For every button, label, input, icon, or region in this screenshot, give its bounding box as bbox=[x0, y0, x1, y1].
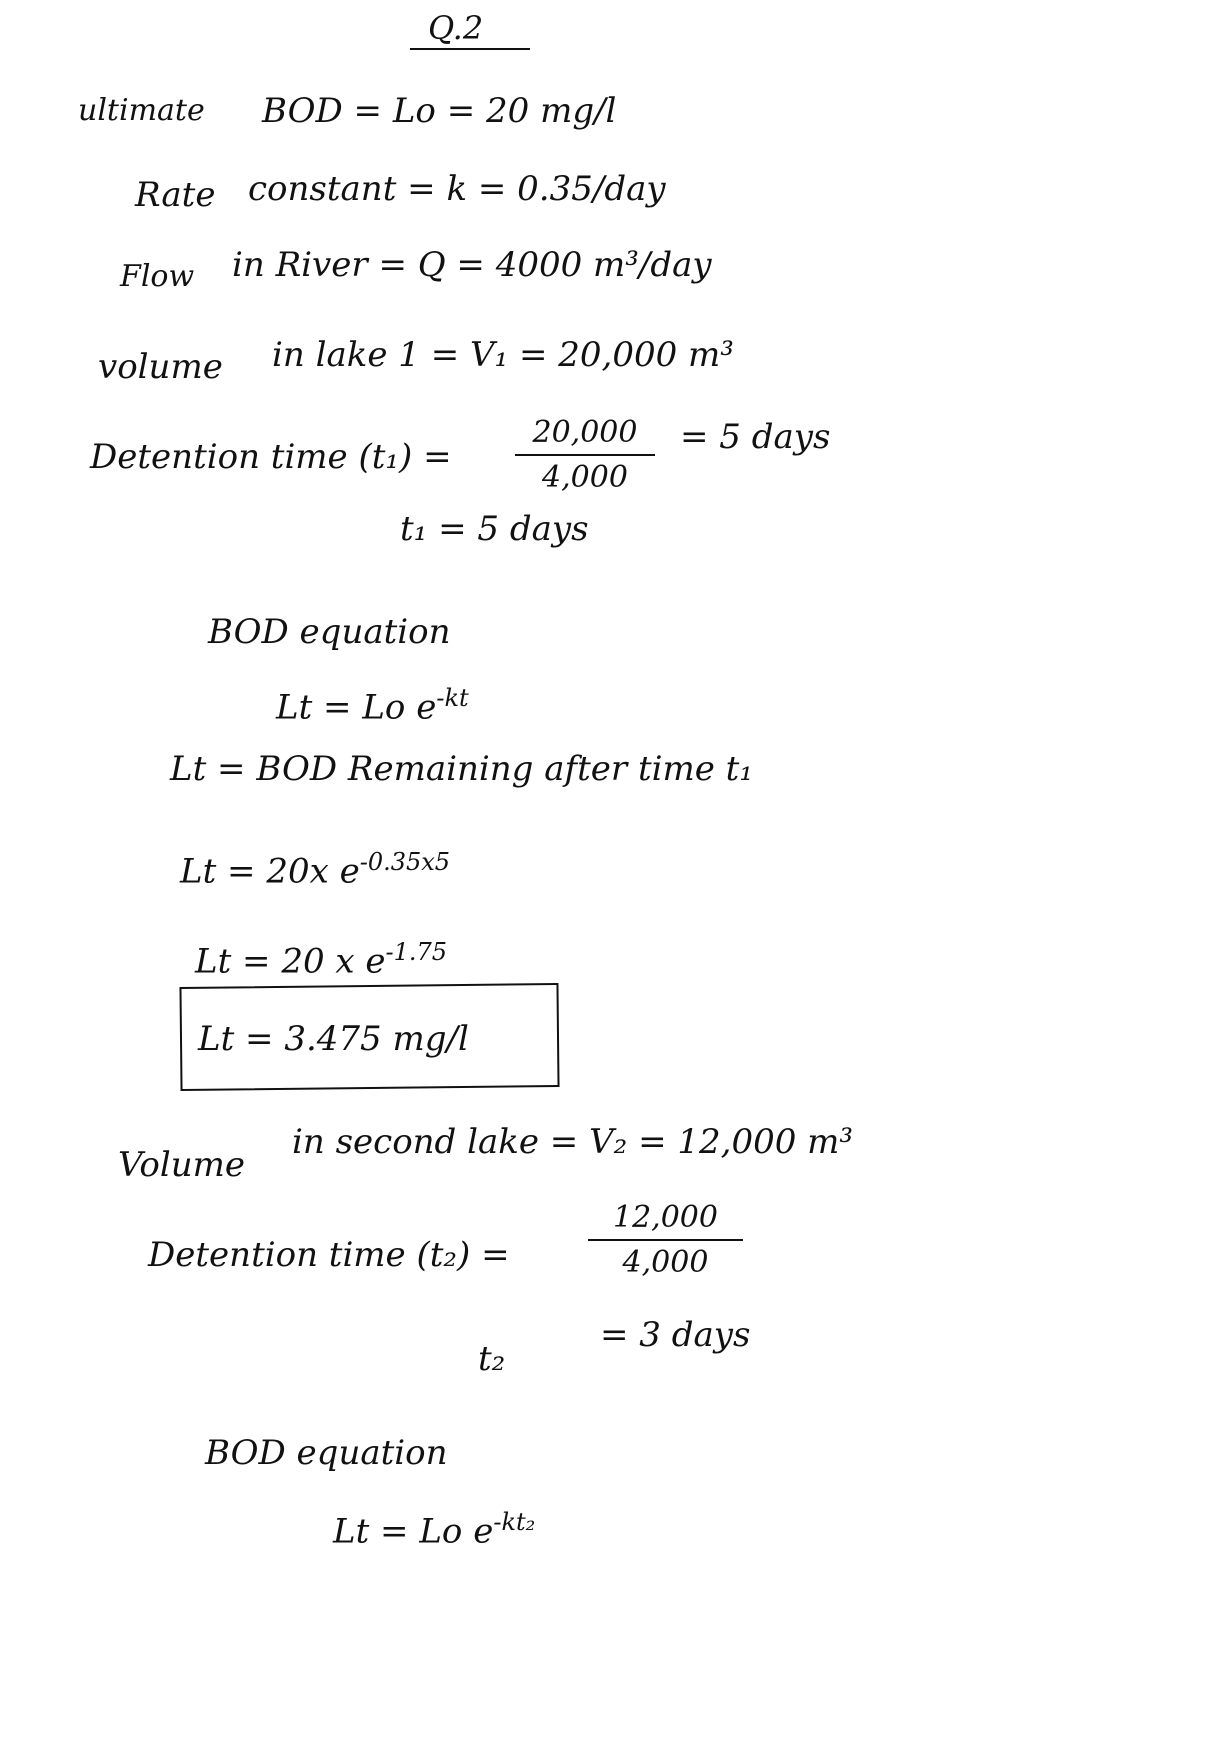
detention2-fraction bbox=[588, 1200, 743, 1280]
volume2-line: in second lake = V₂ = 12,000 m³ bbox=[292, 1122, 854, 1162]
rate-constant-line: constant = k = 0.35/day bbox=[248, 169, 666, 209]
bod-equation2-title: BOD equation bbox=[205, 1433, 448, 1473]
bod-equation1-base: Lt = Lo e bbox=[276, 687, 437, 728]
t2-symbol: t₂ bbox=[478, 1339, 506, 1379]
flow-label: Flow bbox=[120, 259, 195, 294]
heading-underline bbox=[410, 48, 530, 50]
flow-line: in River = Q = 4000 m³/day bbox=[232, 245, 712, 285]
lt-calc2-exponent: -1.75 bbox=[385, 938, 448, 966]
detention1-result: = 5 days bbox=[680, 417, 831, 457]
t1-line: t₁ = 5 days bbox=[400, 509, 589, 549]
volume2-label: Volume bbox=[118, 1145, 246, 1185]
detention1-numerator: 20,000 bbox=[532, 415, 638, 450]
volume1-line: in lake 1 = V₁ = 20,000 m³ bbox=[272, 335, 734, 375]
lt-calc1 bbox=[180, 848, 451, 892]
bod-equation2-base: Lt = Lo e bbox=[333, 1511, 494, 1552]
bod-equation1 bbox=[276, 684, 469, 728]
detention2-numerator: 12,000 bbox=[613, 1200, 718, 1235]
lt-calc1-exponent: -0.35x5 bbox=[359, 848, 451, 876]
question-heading: Q.2 bbox=[428, 9, 484, 47]
detention2-denominator: 4,000 bbox=[588, 1239, 743, 1280]
detention2-label: Detention time (t₂) = bbox=[148, 1235, 510, 1275]
bod-equation2 bbox=[333, 1508, 536, 1552]
t2-result: = 3 days bbox=[600, 1315, 751, 1355]
detention1-label: Detention time (t₁) = bbox=[90, 437, 452, 477]
ultimate-label: ultimate bbox=[78, 93, 205, 128]
lt-calc1-base: Lt = 20x e bbox=[180, 851, 360, 892]
bod-equation2-exponent: -kt₂ bbox=[493, 1508, 536, 1536]
lt-calc2-base: Lt = 20 x e bbox=[195, 941, 386, 982]
bod-equation1-title: BOD equation bbox=[208, 612, 451, 652]
volume1-label: volume bbox=[98, 347, 223, 387]
lt-definition: Lt = BOD Remaining after time t₁ bbox=[170, 749, 753, 789]
detention1-fraction bbox=[515, 415, 655, 495]
rate-label: Rate bbox=[135, 175, 216, 215]
lt-result: Lt = 3.475 mg/l bbox=[198, 1019, 469, 1059]
detention1-denominator: 4,000 bbox=[515, 454, 655, 495]
ultimate-bod-line: BOD = Lo = 20 mg/l bbox=[262, 91, 617, 131]
bod-equation1-exponent: -kt bbox=[436, 684, 469, 712]
lt-calc2 bbox=[195, 938, 448, 982]
